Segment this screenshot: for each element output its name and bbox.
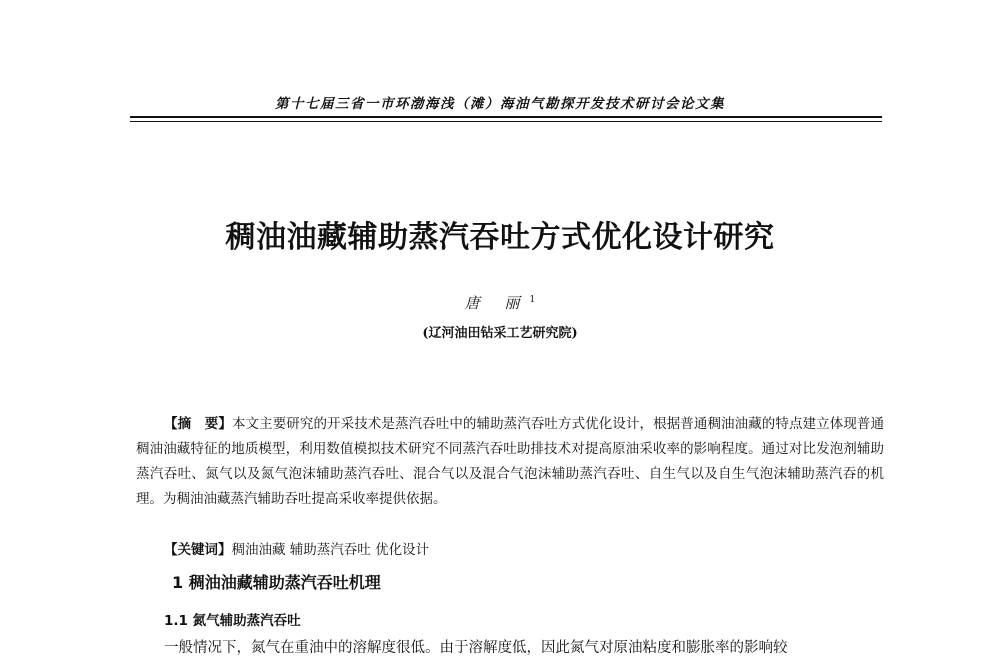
paper-title: 稠油油藏辅助蒸汽吞吐方式优化设计研究 [225,220,775,255]
abstract-label: 【摘 要】 [164,416,232,432]
keywords-label: 【关键词】 [164,542,232,558]
running-head: 第十七届三省一市环渤海浅（滩）海油气勘探开发技术研讨会论文集 [275,96,725,112]
subsection-heading: 1.1 氮气辅助蒸汽吞吐 [164,613,301,629]
keywords-text: 稠油油藏 辅助蒸汽吞吐 优化设计 [231,542,430,558]
abstract [136,412,884,512]
author-name: 唐 丽 [464,294,530,312]
keywords [164,538,429,558]
abstract-text: 本文主要研究的开采技术是蒸汽吞吐中的辅助蒸汽吞吐方式优化设计，根据普通稠油油藏的特点建立体现普通稠油油藏特征的地质模型，利用数值模拟技术研究不同蒸汽吞吐助排技术对提高原油采收率的影响程度。通过对比发泡剂辅助蒸汽吞吐、氮气以及氮气泡沫辅助蒸汽吞吐、混合气以及混合气泡沫辅助蒸汽吞吐、自生气以及自生气泡沫辅助蒸汽吞的机理。为稠油油藏蒸汽辅助吞吐提高采收率提供依据。 [136,416,885,507]
affiliation: (辽河油田钻采工艺研究院) [422,326,578,341]
header-rule-thick [130,116,882,118]
section-heading: 1 稠油油藏辅助蒸汽吞吐机理 [172,573,381,592]
author-footnote-mark: 1 [529,295,536,305]
header-rule-thin [130,121,882,122]
body-paragraph: 一般情况下，氮气在重油中的溶解度很低。由于溶解度低，因此氮气对原油粘度和膨胀率的影响较 [164,640,788,656]
author-line [0,292,1000,313]
